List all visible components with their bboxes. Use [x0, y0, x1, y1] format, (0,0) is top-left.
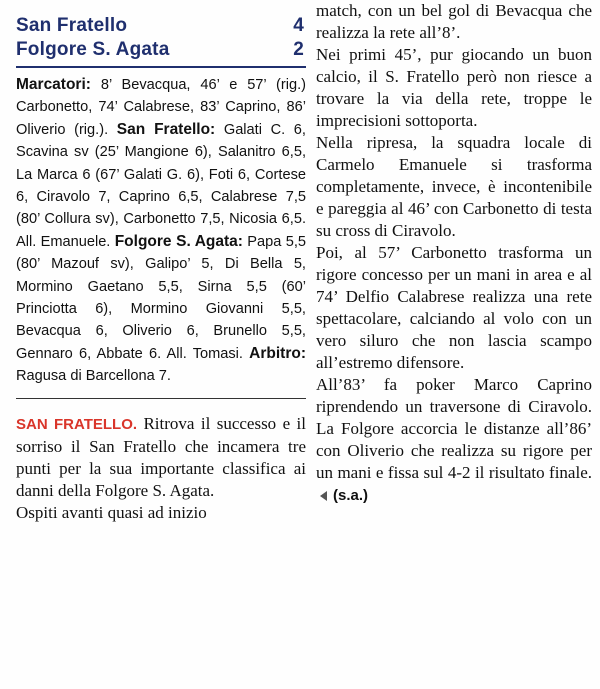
- home-goals: 4: [293, 15, 304, 36]
- home-lineup-label: San Fratello:: [116, 120, 216, 138]
- article-paragraph-5: Poi, al 57’ Carbonetto trasforma un rigore concesso per un mani in area e al 74’ Delfio Calabrese realizza una rete spettacolare, calciando al volo con un vero siluro che non lascia scampo all’estremo difensore.: [316, 243, 592, 372]
- article-paragraph-6: All’83’ fa poker Marco Caprino riprendendo un traversone di Ciravolo. La Folgore accorcia le distanze all’86’ con Oliverio che realizza su rigore per un mani e fissa sul 4-2 il risultato finale.: [316, 375, 592, 482]
- article-paragraph-2-start: Ospiti avanti quasi ad inizio: [16, 502, 207, 522]
- home-lineup-text: Galati C. 6, Scavina sv (25’ Mangione 6), Salanitro 6,5, La Marca 6 (67’ Galati G. 6), Foti 6, Cortese 6, Ciravolo 7, Caprino 6,5, Calabrese 7,5 (80’ Collura sv), Carbonetto 7,5, Nicosia 6,5. All. Emanuele.: [16, 121, 306, 250]
- article-paragraph-3: Nei primi 45’, pur giocando un buon calcio, il S. Fratello però non riesce a trovare la via della rete, troppe le imprecisioni sottoporta.: [316, 45, 592, 130]
- article-paragraph-6-wrap: [316, 374, 592, 507]
- article-paragraph-1: Ritrova il successo e il sorriso il San Fratello che incamera tre punti per la sua importante classifica ai danni della Folgore S. Agata.: [16, 413, 306, 500]
- marcatori-text: 8’ Bevacqua, 46’ e 57’ (rig.) Carbonetto, 74’ Calabrese, 83’ Caprino, 86’ Oliverio (rig.).: [16, 77, 306, 138]
- score-row-home: [16, 14, 306, 38]
- marcatori-label: Marcatori:: [16, 76, 91, 93]
- article-paragraph-4: Nella ripresa, la squadra locale di Carmelo Emanuele si trasforma completamente, invece, è incontenibile e pareggia al 46’ con Carbonetto di testa su cross di Ciravolo.: [316, 133, 592, 240]
- left-column: [16, 14, 306, 524]
- away-team-name: Folgore S. Agata: [16, 39, 170, 60]
- section-divider: [16, 398, 306, 399]
- score-row-away: [16, 38, 306, 62]
- away-lineup-text: Papa 5,5 (80’ Mazouf sv), Galipo’ 5, Di Bella 5, Mormino Gaetano 5,5, Sirna 5,5 (60’ Princiotta 6), Mormino Giovanni 5,5, Bevacqua 6, Oliverio 6, Brunello 5,5, Gennaro 6, Abbate 6. All. Tomasi.: [16, 233, 306, 362]
- article-paragraph-2-end: match, con un bel gol di Bevacqua che realizza la rete all’8’.: [316, 1, 592, 42]
- match-report-box: [16, 74, 306, 388]
- right-column: [316, 0, 592, 507]
- article-lead: [16, 413, 306, 524]
- home-team-name: San Fratello: [16, 15, 128, 36]
- article-kicker: SAN FRATELLO.: [16, 415, 138, 433]
- away-goals: 2: [293, 39, 304, 60]
- referee-text: Ragusa di Barcellona 7.: [16, 368, 171, 385]
- author-signoff: (s.a.): [333, 487, 369, 504]
- referee-label: Arbitro:: [249, 344, 306, 362]
- end-marker-icon: [320, 491, 327, 501]
- scoreboard-divider: [16, 66, 306, 68]
- away-lineup-label: Folgore S. Agata:: [114, 232, 243, 250]
